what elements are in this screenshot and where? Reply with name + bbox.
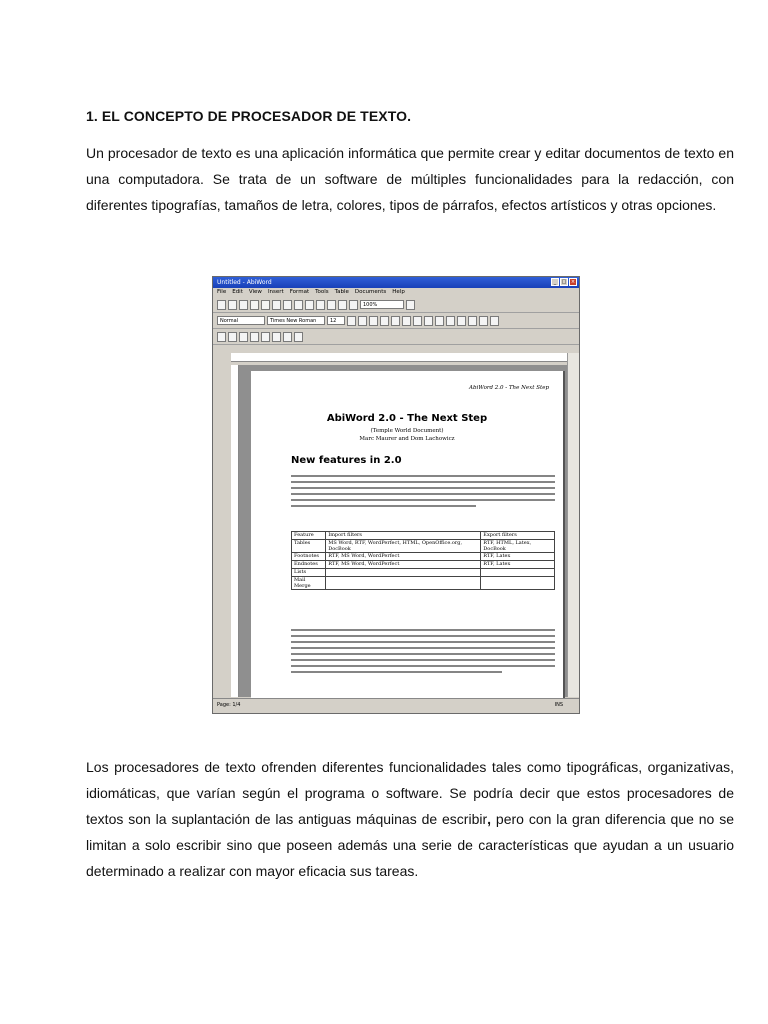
indent-icon [446, 316, 455, 326]
screenshot-window-title: Untitled - AbiWord [217, 279, 272, 286]
table-row [292, 577, 555, 590]
screenshot-titlebar [213, 277, 579, 288]
paragraph-features [86, 754, 734, 884]
save-icon [239, 300, 248, 310]
status-mode: INS [554, 702, 563, 708]
copy-icon [294, 300, 303, 310]
menu-table: Table [334, 289, 349, 295]
delete-column-icon [261, 332, 270, 342]
window-controls [551, 278, 577, 286]
table-header-cell: Import filters [326, 532, 481, 540]
menu-documents: Documents [354, 289, 387, 295]
print-icon [250, 300, 259, 310]
style-combo: Normal [217, 316, 265, 325]
menu-edit: Edit [232, 289, 243, 295]
maximize-icon: □ [561, 279, 567, 285]
menu-file: File [217, 289, 227, 295]
insert-table-icon [217, 332, 226, 342]
document-paper [251, 371, 565, 713]
align-right-icon [402, 316, 411, 326]
close-icon: × [570, 279, 576, 285]
minimize-icon: _ [551, 278, 559, 286]
doc-header: AbiWord 2.0 - The Next Step [469, 385, 549, 391]
open-icon [228, 300, 237, 310]
preview-icon [261, 300, 270, 310]
bold-icon [347, 316, 356, 326]
paragraph-features-text-a: Los procesadores de texto ofrenden diferentes funcionalidades tales como tipográficas, organizativas, idiomáticas, que varían según el programa o software. Se podría decir que estos procesadores de textos son la suplantación de las antiguas máquinas de escribir [86, 759, 734, 827]
document-area [239, 365, 567, 697]
paragraph-features-text-b: pero con la gran diferencia que no se limitan a solo escribir sino que poseen además una serie de características que ayudan a un usuario determinado a realizar con mayor eficacia sus tareas. [86, 811, 735, 879]
cell-properties-icon [294, 332, 303, 342]
doc-subtitle: (Temple World Document) [370, 428, 444, 434]
doc-title: AbiWord 2.0 - The Next Step [326, 413, 488, 424]
table-cell: RTF, HTML, Latex, DocBook [481, 540, 555, 553]
vertical-ruler [231, 365, 239, 697]
menu-format: Format [289, 289, 310, 295]
abiword-screenshot [212, 276, 580, 714]
new-icon [217, 300, 226, 310]
split-cells-icon [283, 332, 292, 342]
align-center-icon [391, 316, 400, 326]
status-page: Page: 1/4 [217, 702, 241, 708]
menu-help: Help [392, 289, 405, 295]
table-cell [326, 569, 481, 577]
undo-icon [316, 300, 325, 310]
table-header-row [292, 532, 555, 540]
menu-insert: Insert [267, 289, 284, 295]
table-cell: RTF, Latex [481, 553, 555, 561]
help-icon [406, 300, 415, 310]
doc-intro-text [291, 475, 555, 511]
screenshot-toolbar-format [213, 313, 579, 329]
paste-icon [305, 300, 314, 310]
table-cell: Footnotes [292, 553, 326, 561]
table-cell: RTF, Latex [481, 561, 555, 569]
table-row [292, 540, 555, 553]
table-cell [481, 569, 555, 577]
table-cell: MS Word, RTF, WordPerfect, HTML, OpenOffice.org, DocBook [326, 540, 481, 553]
merge-cells-icon [272, 332, 281, 342]
doc-section-title: New features in 2.0 [291, 455, 402, 466]
screenshot-toolbar-standard [213, 297, 579, 313]
size-combo: 12 [327, 316, 345, 325]
zoom-combo: 100% [360, 300, 404, 309]
table-cell: RTF, MS Word, WordPerfect [326, 561, 481, 569]
spellcheck-icon [272, 300, 281, 310]
table-row [292, 553, 555, 561]
table-row [292, 569, 555, 577]
paragraph-definition: Un procesador de texto es una aplicación informática que permite crear y editar documentos de texto en una computadora. Se trata de un software de múltiples funcionalidades para la redacción, con diferentes tipografías, tamaños de letra, colores, tipos de párrafos, efectos artísticos y otras opciones. [86, 145, 734, 213]
font-combo: Times New Roman [267, 316, 325, 325]
image-icon [349, 300, 358, 310]
table-cell [481, 577, 555, 590]
menu-view: View [248, 289, 262, 295]
table-header-cell: Feature [292, 532, 326, 540]
highlight-icon [479, 316, 488, 326]
insert-row-icon [228, 332, 237, 342]
insert-column-icon [239, 332, 248, 342]
delete-row-icon [250, 332, 259, 342]
border-icon [468, 316, 477, 326]
table-cell [326, 577, 481, 590]
doc-subtitle-block [251, 427, 563, 443]
table-cell: Mail Merge [292, 577, 326, 590]
redo-icon [327, 300, 336, 310]
numbered-list-icon [424, 316, 433, 326]
paragraph-features-comma: , [487, 811, 492, 827]
table-cell: Endnotes [292, 561, 326, 569]
table-icon [338, 300, 347, 310]
screenshot-statusbar [213, 698, 579, 713]
table-row [292, 561, 555, 569]
table-header-cell: Export filters [481, 532, 555, 540]
table-cell: Lists [292, 569, 326, 577]
screenshot-menubar [213, 288, 579, 297]
horizontal-ruler [231, 353, 567, 362]
doc-authors: Marc Maurer and Dom Lachowicz [359, 436, 455, 442]
text-color-icon [490, 316, 499, 326]
justify-icon [413, 316, 422, 326]
align-left-icon [380, 316, 389, 326]
cut-icon [283, 300, 292, 310]
section-heading: 1. EL CONCEPTO DE PROCESADOR DE TEXTO. [86, 108, 412, 124]
doc-feature-table [291, 531, 555, 590]
outdent-icon [457, 316, 466, 326]
menu-tools: Tools [315, 289, 329, 295]
doc-body-text [291, 629, 555, 677]
underline-icon [369, 316, 378, 326]
table-cell: RTF, MS Word, WordPerfect [326, 553, 481, 561]
screenshot-toolbar-table [213, 329, 579, 345]
table-cell: Tables [292, 540, 326, 553]
vertical-scrollbar [567, 353, 579, 697]
italic-icon [358, 316, 367, 326]
bullet-list-icon [435, 316, 444, 326]
